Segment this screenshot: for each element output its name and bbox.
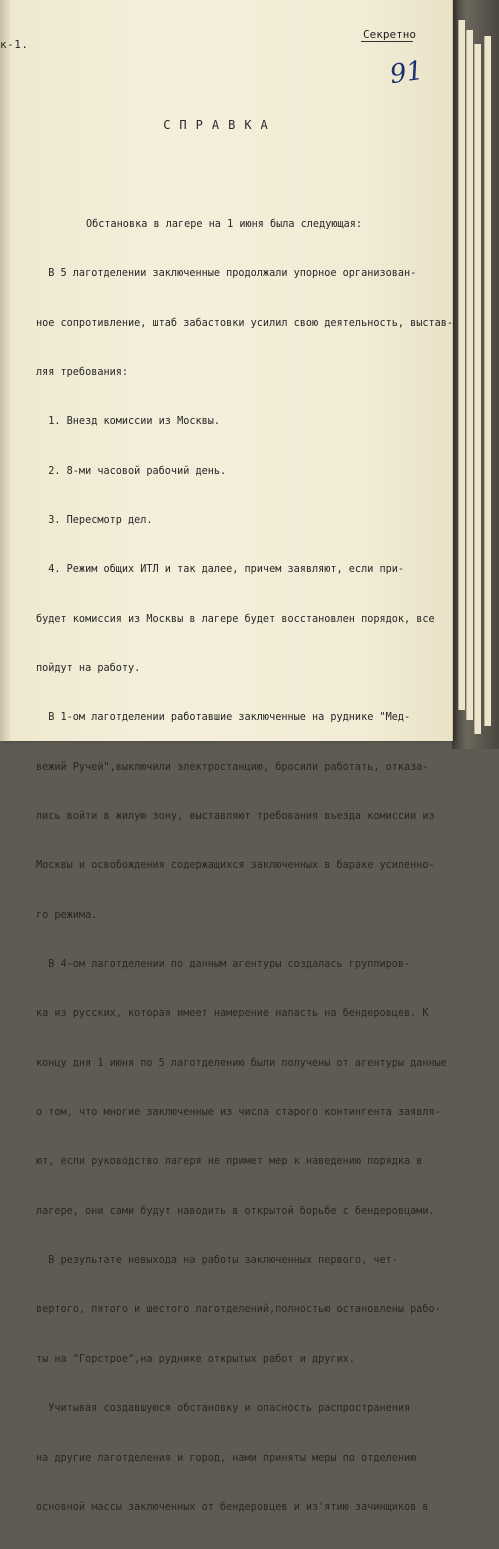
stamp-underline: [361, 41, 413, 42]
classification-stamp: Секретно: [363, 28, 416, 41]
body-line: ют, если руководство лагеря не примет мер к наведению порядка в: [36, 1156, 423, 1168]
reference-number: к-1.: [0, 38, 29, 51]
body-line: вертого, пятого и шестого лаготделений,полностью остановлены рабо-: [36, 1304, 441, 1316]
body-line: го режима.: [36, 909, 98, 921]
paper-stack-background: [452, 0, 499, 749]
handwritten-page-number: 91: [388, 55, 426, 91]
body-line: Обстановка в лагере на 1 июня была следующая:: [86, 218, 363, 230]
body-line: будет комиссия из Москвы в лагере будет восстановлен порядок, все: [36, 613, 435, 625]
body-line: ное сопротивление, штаб забастовки усилил свою деятельность, выстав-: [36, 317, 454, 329]
body-line: о том, что многие заключенные из числа старого контингента заявля-: [36, 1107, 441, 1119]
body-line: ляя требования:: [36, 366, 129, 378]
body-line: концу дня 1 июня по 5 лаготделению были получены от агентуры данные: [36, 1057, 447, 1069]
body-line: ты на "Горстрое",на руднике открытых работ и других.: [36, 1353, 355, 1365]
body-line: лись войти в жилую зону, выставляют требования въезда комиссии из: [36, 811, 435, 823]
body-line: В 4-ом лаготделении по данным агентуры создалась группиров-: [36, 959, 411, 971]
underlying-sheet: [484, 36, 491, 726]
body-line: на другие лаготделения и город, нами приняты меры по отделению: [36, 1452, 417, 1464]
body-line: лагере, они сами будут наводить в открытой борьбе с бендеровцами.: [36, 1205, 435, 1217]
body-line: ка из русских, которая имеет намерение напасть на бендеровцев. К: [36, 1008, 429, 1020]
body-line: основной массы заключенных от бендеровцев и из'ятию зачинщиков в: [36, 1501, 429, 1513]
body-line: 3. Пересмотр дел.: [36, 514, 153, 526]
body-line: 1. Внезд комиссии из Москвы.: [36, 416, 221, 428]
body-line: В результате невыхода на работы заключенных первого, чет-: [36, 1255, 398, 1267]
document-body: [36, 184, 454, 1549]
underlying-sheet: [458, 20, 465, 710]
body-line: В 5 лаготделении заключенные продолжали упорное организован-: [36, 268, 417, 280]
body-line: вежий Ручей",выключили электростанцию, бросили работать, отказа-: [36, 761, 429, 773]
body-line: 4. Режим общих ИТЛ и так далее, причем заявляют, если при-: [36, 564, 405, 576]
document-title: СПРАВКА: [163, 118, 277, 132]
underlying-sheet: [466, 30, 473, 720]
body-line: В 1-ом лаготделении работавшие заключенные на руднике "Мед-: [36, 712, 411, 724]
body-line: Учитывая создавшуюся обстановку и опасность распространения: [36, 1403, 411, 1415]
body-line: пойдут на работу.: [36, 663, 141, 674]
page-binding-edge: [0, 0, 10, 741]
underlying-sheet: [474, 44, 481, 734]
body-line: Москвы и освобождения содержащихся заключенных в бараке усиленно-: [36, 860, 435, 872]
body-line: 2. 8-ми часовой рабочий день.: [36, 465, 227, 477]
